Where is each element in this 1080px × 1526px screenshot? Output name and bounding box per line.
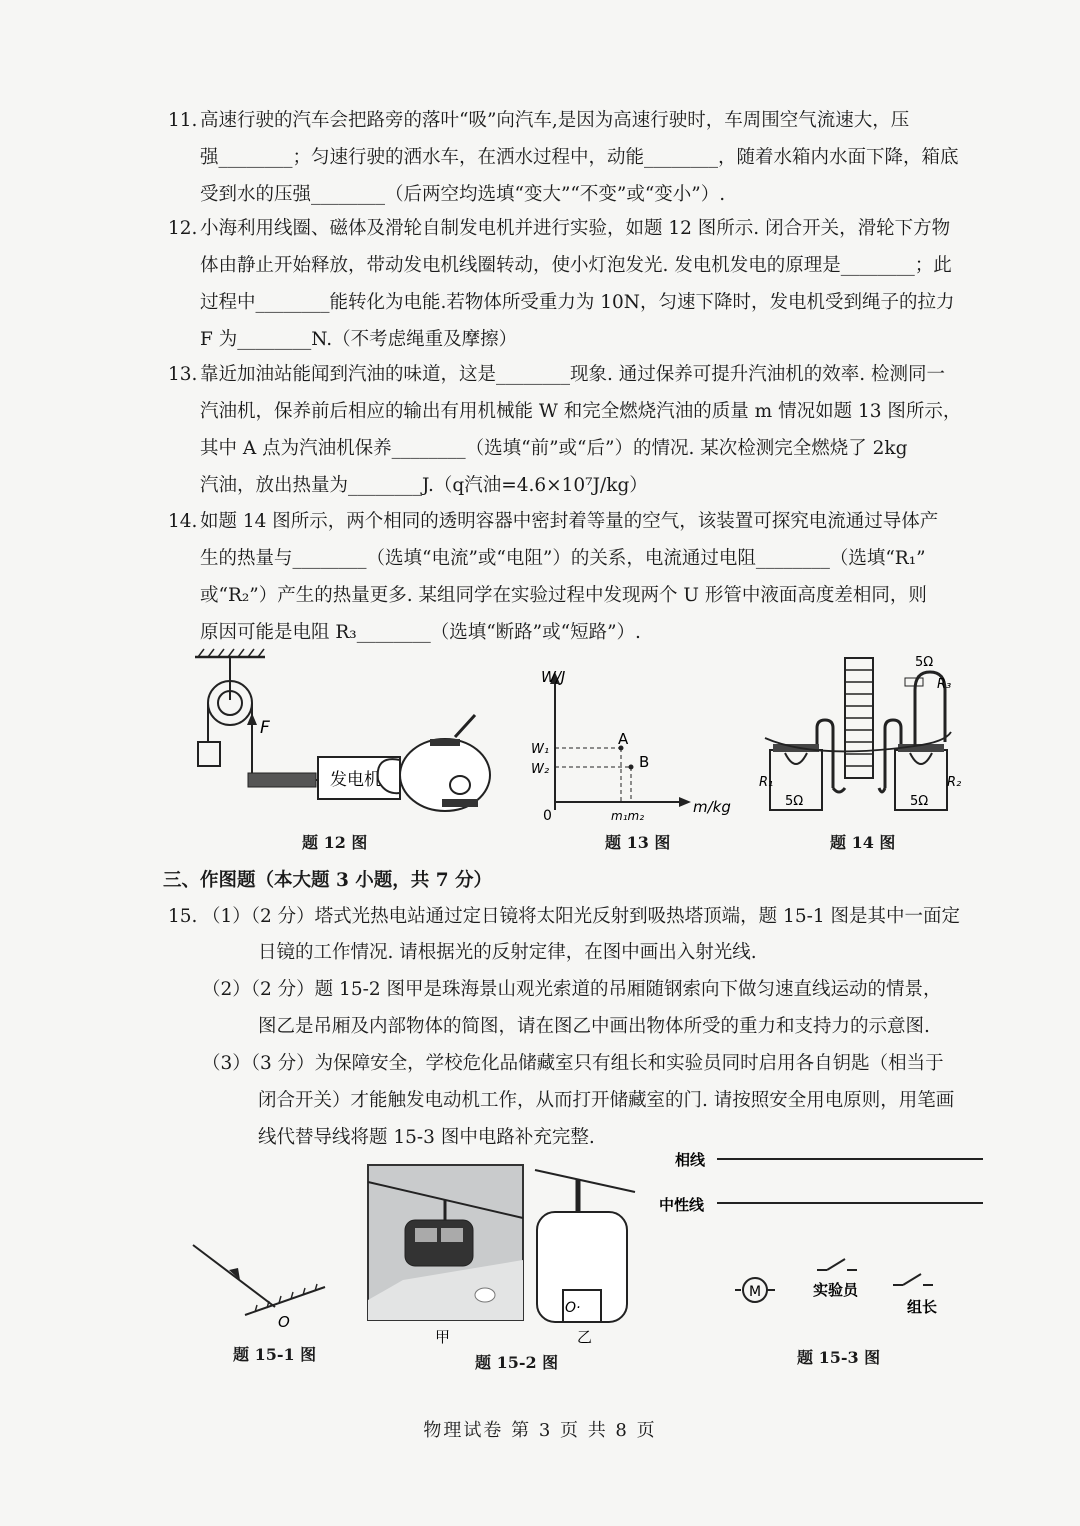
question-text: 汽油，放出热量为________J.（q汽油=4.6×10⁷J/kg） [200,475,648,496]
switch-1 [827,1259,845,1270]
object-label: O· [565,1300,581,1316]
page-footer: 物理试卷 第 3 页 共 8 页 [423,1420,657,1441]
figure-15-2-caption: 题 15-2 图 [475,1353,559,1372]
figure-15-1-caption: 题 15-1 图 [233,1345,317,1364]
question-text: 小海利用线圈、磁体及滑轮自制发电机并进行实验，如题 12 图所示. 闭合开关，滑轮下方物 [200,218,951,239]
resistor-right-label: 5Ω [910,794,929,809]
figure-13-graph [525,660,755,825]
question-14 [168,503,1028,651]
w2-label: W₂ [531,762,550,777]
y-axis-label: W/J [541,668,566,686]
question-11 [168,102,1028,213]
question-text: 汽油机，保养前后相应的输出有用机械能 W 和完全燃烧汽油的质量 m 情况如题 13 图所示， [200,401,962,422]
r1-label: R₁ [759,775,774,790]
jia-label: 甲 [435,1328,451,1346]
point-o-label: O [278,1313,290,1330]
question-number: 14. [168,511,198,532]
m-labels: m₁m₂ [611,809,644,823]
switch-1-label: 实验员 [813,1281,859,1299]
question-text: F 为________N.（不考虑绳重及摩擦） [200,329,518,350]
question-text: 如题 14 图所示，两个相同的透明容器中密封着等量的空气，该装置可探究电流通过导体产 [200,511,939,532]
switch-2-label: 组长 [907,1298,938,1316]
question-number: 12. [168,218,198,239]
resistor-left-label: 5Ω [785,794,804,809]
origin-label: 0 [543,808,552,824]
q15-part1-line2: 日镜的工作情况. 请根据光的反射定律，在图中画出入射光线. [258,942,757,963]
q15-part2-line2: 图乙是吊厢及内部物体的简图，请在图乙中画出物体所受的重力和支持力的示意图. [258,1016,930,1037]
q15-part1-line1: （1）（2 分）塔式光热电站通过定日镜将太阳光反射到吸热塔顶端，题 15-1 图是其中一面定 [202,906,960,927]
live-wire-label: 相线 [675,1151,706,1169]
figure-14-caption: 题 14 图 [830,833,896,852]
question-12 [168,210,1028,358]
figure-15-3-circuit [655,1145,1000,1325]
figure-15-3-caption: 题 15-3 图 [797,1348,881,1367]
q15-part2-line1: （2）（2 分）题 15-2 图甲是珠海景山观光索道的吊厢随钢索向下做匀速直线运动的情景， [202,979,942,1000]
question-text: 强________；匀速行驶的洒水车，在洒水过程中，动能________，随着水箱内水面下降，箱底 [200,147,959,168]
neutral-wire-label: 中性线 [659,1196,705,1214]
question-13 [168,356,1028,504]
r2-label: R₂ [947,775,962,790]
question-text: 其中 A 点为汽油机保养________（选填“前”或“后”）的情况. 某次检测完全燃烧了 2kg [200,438,908,459]
question-text: 生的热量与________（选填“电流”或“电阻”）的关系，电流通过电阻________（选填“R₁” [200,548,926,569]
q15-part3-line2: 闭合开关）才能触发电动机工作，从而打开储藏室的门. 请按照安全用电原则，用笔画 [258,1090,955,1111]
point-a-label: A [618,730,629,748]
question-text: 或“R₂”）产生的热量更多. 某组同学在实验过程中发现两个 U 形管中液面高度差相同，则 [200,585,927,606]
switch-2 [903,1274,921,1285]
figure-13-caption: 题 13 图 [605,833,671,852]
figure-12-generator-setup [190,645,500,820]
figure-14-apparatus [755,650,970,820]
resistor-top-label: 5Ω [915,655,934,670]
point-b [629,765,634,770]
r3-label: R₃ [937,677,952,692]
force-label: F [260,718,270,738]
question-15-number: 15. [168,906,198,927]
figure-15-2-cable-car [365,1160,645,1350]
question-text: 过程中________能转化为电能.若物体所受重力为 10N，匀速下降时，发电机受到绳子的拉力 [200,292,955,313]
q15-part3-line1: （3）（3 分）为保障安全，学校危化品储藏室只有组长和实验员同时启用各自钥匙（相当于 [202,1053,944,1074]
question-text: 靠近加油站能闻到汽油的味道，这是________现象. 通过保养可提升汽油机的效率. 检测同一 [200,364,946,385]
x-axis-label: m/kg [693,798,731,816]
generator-label: 发电机 [330,770,381,790]
q15-part3-line3: 线代替导线将题 15-3 图中电路补充完整. [258,1127,595,1148]
question-number: 13. [168,364,198,385]
figure-12-caption: 题 12 图 [302,833,368,852]
w1-label: W₁ [531,742,550,757]
question-text: 受到水的压强________（后两空均选填“变大”“不变”或“变小”）. [200,184,726,205]
question-text: 高速行驶的汽车会把路旁的落叶“吸”向汽车,是因为高速行驶时，车周围空气流速大，压 [200,110,910,131]
point-b-label: B [639,753,650,771]
motor-label: M [749,1284,762,1300]
figure-15-1-mirror [185,1235,335,1330]
yi-label: 乙 [577,1328,593,1346]
question-text: 原因可能是电阻 R₃________（选填“断路”或“短路”）. [200,622,641,643]
section-3-title: 三、作图题（本大题 3 小题，共 7 分） [163,870,493,891]
question-number: 11. [168,110,198,131]
question-text: 体由静止开始释放，带动发电机线圈转动，使小灯泡发光. 发电机发电的原理是________；此 [200,255,952,276]
